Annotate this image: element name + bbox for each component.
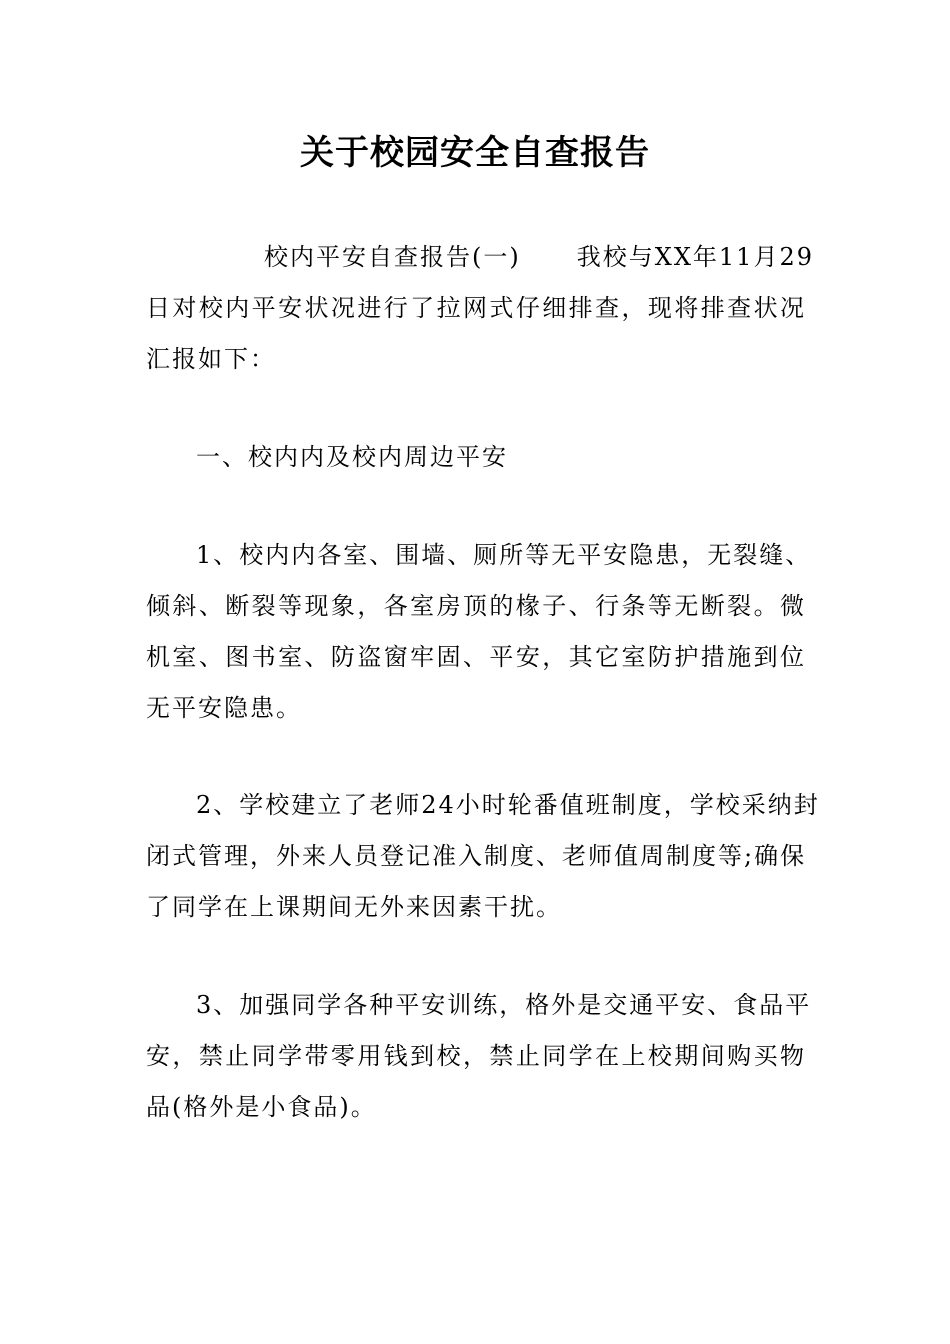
- item-3-line-2: 安，禁止同学带零用钱到校，禁止同学在上校期间购买物: [146, 1042, 806, 1070]
- item-1-line-2: 倾斜、断裂等现象，各室房顶的椽子、行条等无断裂。微: [146, 592, 806, 620]
- intro-line-3: 汇报如下：: [146, 345, 276, 373]
- intro-line-2: 日对校内平安状况进行了拉网式仔细排查，现将排查状况: [146, 294, 806, 322]
- item-2-line-3: 了同学在上课期间无外来因素干扰。: [146, 893, 562, 921]
- item-3-line-1: 3、加强同学各种平安训练，格外是交通平安、食品平: [196, 991, 812, 1019]
- item-1-line-3: 机室、图书室、防盗窗牢固、平安，其它室防护措施到位: [146, 643, 806, 671]
- item-2-paragraph: [146, 780, 820, 933]
- item-1-line-4: 无平安隐患。: [146, 694, 302, 722]
- section-heading: [196, 432, 806, 483]
- item-3-line-3: 品(格外是小食品)。: [146, 1093, 377, 1121]
- document-title: 关于校园安全自查报告: [300, 133, 650, 173]
- intro-line-1: [146, 232, 814, 283]
- intro-report-label: 校内平安自查报告(一): [264, 243, 521, 271]
- item-2-line-1: 2、学校建立了老师24小时轮番值班制度，学校采纳封: [196, 791, 820, 819]
- item-1-paragraph: [146, 530, 812, 734]
- intro-paragraph: [146, 232, 814, 385]
- item-3-paragraph: [146, 980, 812, 1133]
- section-1-heading: 一、校内内及校内周边平安: [196, 443, 508, 471]
- item-1-line-1: 1、校内内各室、围墙、厕所等无平安隐患，无裂缝、: [196, 541, 812, 569]
- intro-line-1-rest: 我校与XX年11月29: [576, 243, 814, 271]
- item-2-line-2: 闭式管理，外来人员登记准入制度、老师值周制度等;确保: [146, 842, 807, 870]
